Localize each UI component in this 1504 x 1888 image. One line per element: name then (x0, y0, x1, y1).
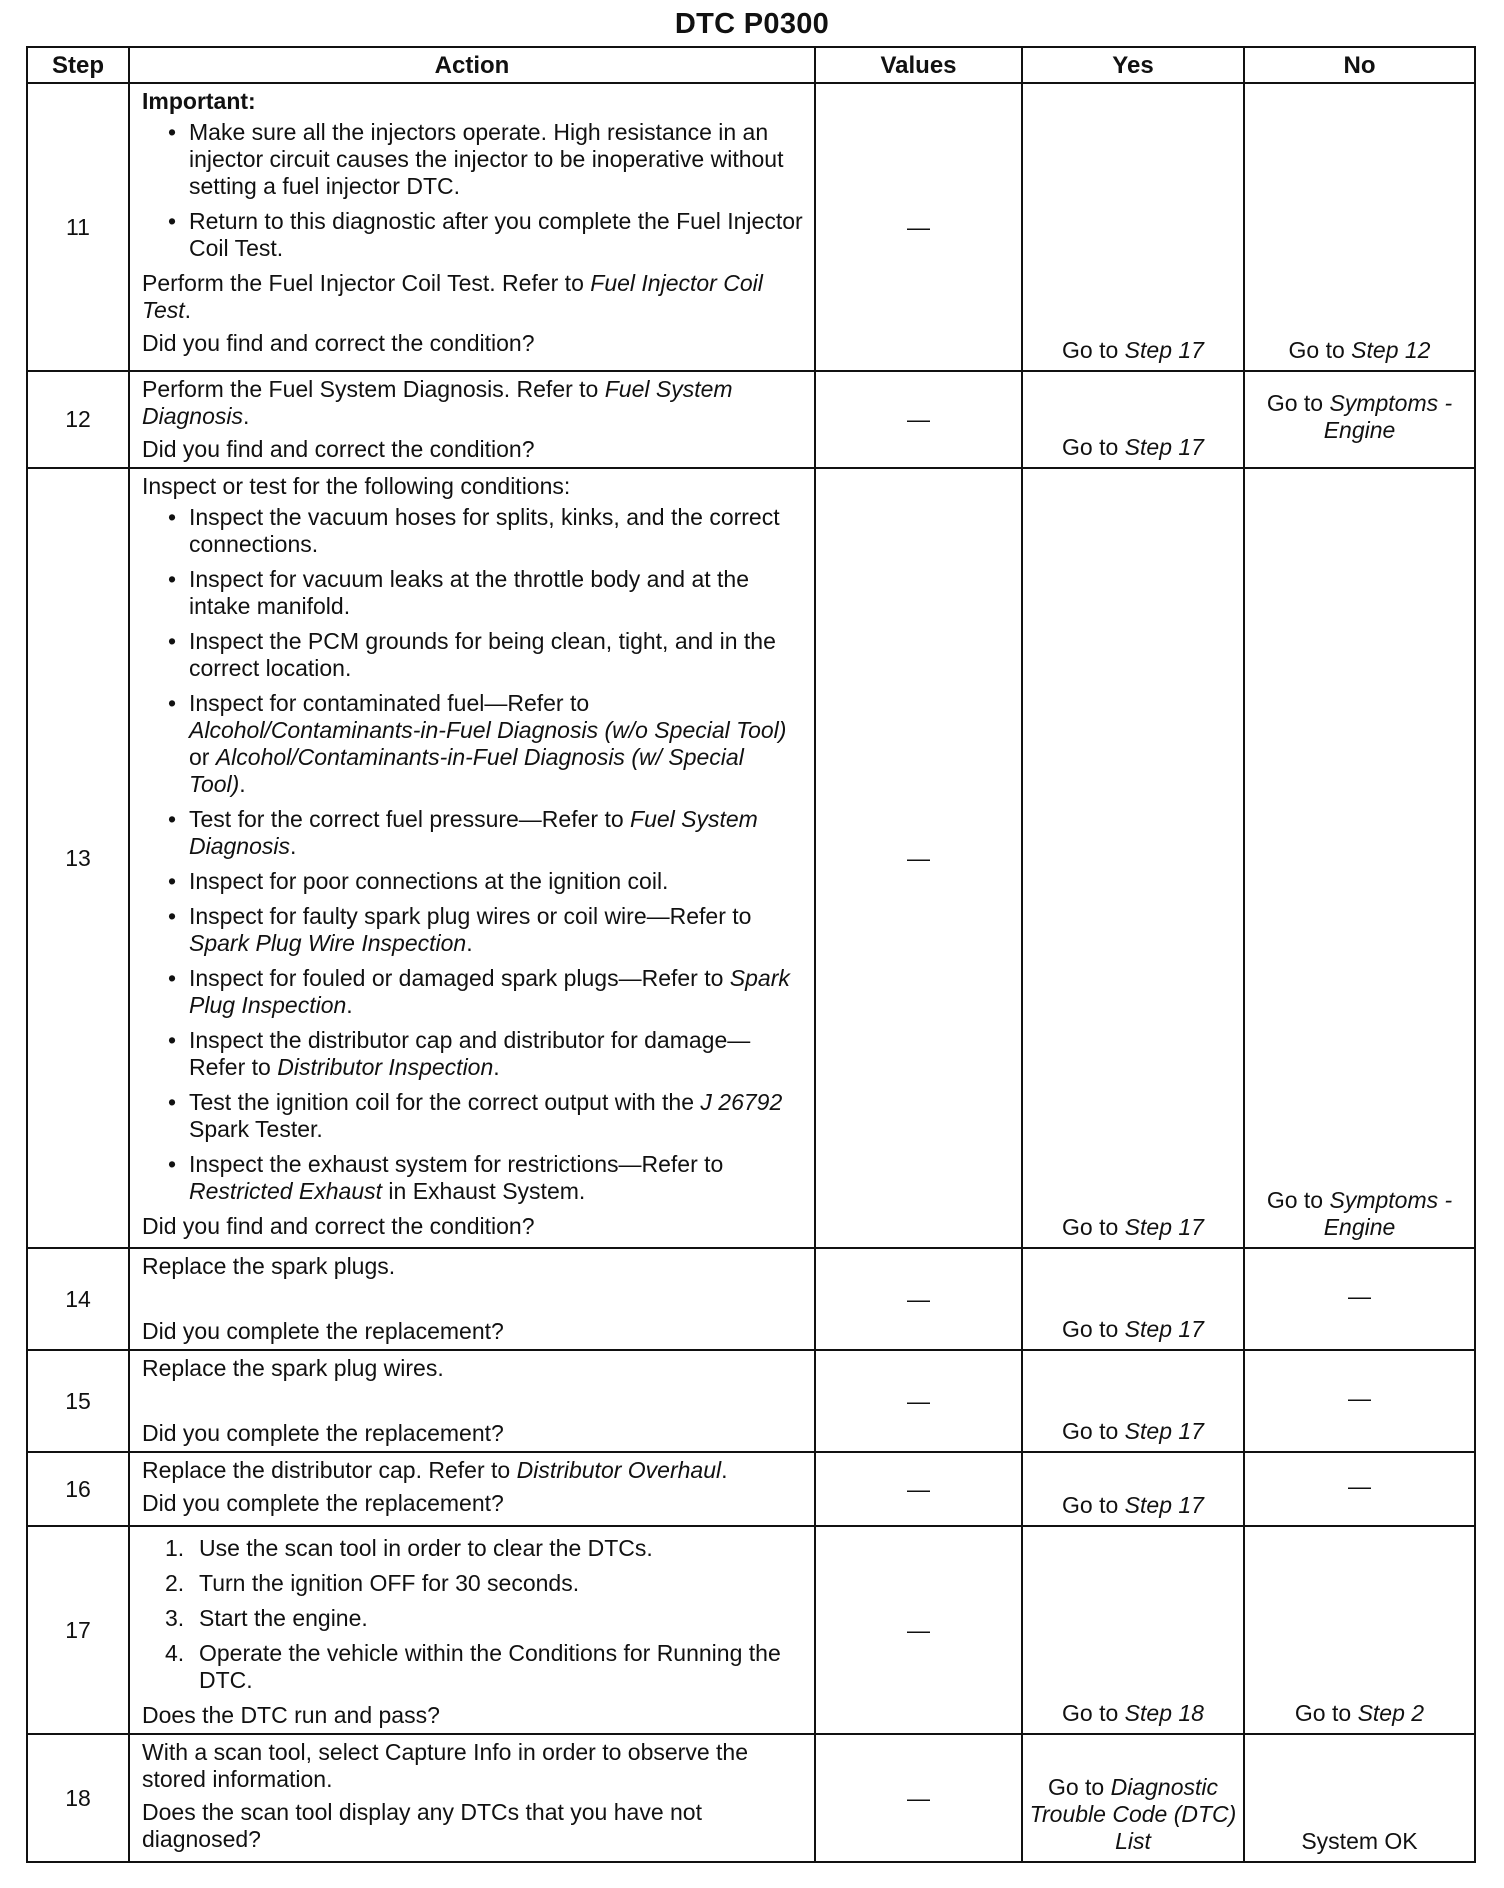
header-no: No (1244, 47, 1475, 83)
step-number: 13 (27, 468, 129, 1248)
action-text: Replace the spark plugs. (142, 1253, 396, 1279)
yes-cell: Go to Step 17 (1022, 1248, 1244, 1350)
question-text: Did you complete the replacement? (142, 1318, 504, 1344)
diagnostic-table (26, 46, 1476, 1863)
step-reference: Diagnostic Trouble Code (DTC) List (1029, 1774, 1237, 1854)
action-cell (129, 1248, 815, 1350)
page-title: DTC P0300 (674, 8, 830, 40)
action-cell (129, 1452, 815, 1526)
step-reference: Step 17 (1124, 1316, 1204, 1342)
step-reference: Step 2 (1357, 1700, 1425, 1726)
list-item: • Inspect for contaminated fuel—Refer to Alcohol/Contaminants-in-Fuel Diagnosis (w/o Special Tool) or Alcohol/Contaminants-in-Fuel Diagnosis (w/ Special Tool). (142, 690, 804, 798)
values-cell: — (815, 1734, 1022, 1862)
reference-link: Fuel Injector Coil Test (142, 270, 763, 323)
yes-cell: Go to Step 17 (1022, 1452, 1244, 1526)
intro-text: Inspect or test for the following conditions: (142, 473, 571, 499)
reference-link: Restricted Exhaust (189, 1178, 383, 1204)
yes-cell: Go to Step 17 (1022, 1350, 1244, 1452)
table-row (27, 1350, 1475, 1452)
action-cell (129, 1734, 815, 1862)
values-cell: — (815, 1526, 1022, 1734)
list-item: 2. Turn the ignition OFF for 30 seconds. (165, 1570, 580, 1596)
table-row (27, 83, 1475, 371)
list-item: 3. Start the engine. (165, 1605, 368, 1631)
important-label: Important: (142, 88, 256, 114)
step-number: 15 (27, 1350, 129, 1452)
table-row (27, 1526, 1475, 1734)
reference-link: Distributor Overhaul (516, 1457, 722, 1483)
reference-link: Fuel System Diagnosis (189, 806, 758, 859)
table-row (27, 1734, 1475, 1862)
list-item: • Test the ignition coil for the correct output with the J 26792 Spark Tester. (142, 1089, 804, 1143)
step-number: 12 (27, 371, 129, 468)
yes-cell: Go to Step 17 (1022, 468, 1244, 1248)
list-item: 1. Use the scan tool in order to clear the DTCs. (165, 1535, 653, 1561)
step-reference: Symptoms - Engine (1323, 389, 1453, 443)
table-row (27, 468, 1475, 1248)
action-cell (129, 371, 815, 468)
no-cell: Go to Symptoms - Engine (1244, 468, 1475, 1248)
header-step: Step (27, 47, 129, 83)
list-item: • Inspect the vacuum hoses for splits, kinks, and the correct connections. (142, 504, 804, 558)
action-text: Perform the Fuel System Diagnosis. Refer to Fuel System Diagnosis. (142, 376, 733, 429)
question-text: Did you complete the replacement? (142, 1490, 504, 1516)
reference-link: Alcohol/Contaminants-in-Fuel Diagnosis (w/o Special Tool) (189, 717, 787, 743)
reference-link: Fuel System Diagnosis (142, 376, 733, 429)
question-text: Did you find and correct the condition? (142, 436, 535, 462)
header-values: Values (815, 47, 1022, 83)
no-cell: Go to Step 12 (1244, 83, 1475, 371)
list-item: • Make sure all the injectors operate. High resistance in an injector circuit causes the injector to be inoperative without setting a fuel injector DTC. (142, 119, 804, 200)
tool-reference: J 26792 (700, 1089, 783, 1115)
yes-cell: Go to Step 17 (1022, 83, 1244, 371)
no-cell: — (1244, 1452, 1475, 1526)
step-reference: Step 17 (1124, 1492, 1204, 1518)
list-item: 4. Operate the vehicle within the Conditions for Running the DTC. (165, 1640, 781, 1693)
list-item: • Inspect for poor connections at the ignition coil. (142, 868, 804, 895)
action-text: With a scan tool, select Capture Info in order to observe the stored information. (142, 1739, 748, 1792)
list-item: • Inspect for fouled or damaged spark plugs—Refer to Spark Plug Inspection. (142, 965, 804, 1019)
question-text: Does the scan tool display any DTCs that you have not diagnosed? (142, 1799, 702, 1852)
action-text: Replace the spark plug wires. (142, 1355, 444, 1381)
values-cell: — (815, 1248, 1022, 1350)
question-text: Did you find and correct the condition? (142, 330, 535, 356)
table-row (27, 371, 1475, 468)
step-number: 16 (27, 1452, 129, 1526)
action-cell (129, 1350, 815, 1452)
action-text: Perform the Fuel Injector Coil Test. Refer to Fuel Injector Coil Test. (142, 270, 763, 323)
step-reference: Step 17 (1124, 434, 1204, 460)
step-reference: Step 18 (1124, 1700, 1204, 1726)
no-cell: — (1244, 1248, 1475, 1350)
step-reference: Step 12 (1351, 337, 1431, 363)
question-text: Did you complete the replacement? (142, 1420, 504, 1446)
values-cell: — (815, 1452, 1022, 1526)
step-number: 17 (27, 1526, 129, 1734)
step-reference: Step 17 (1124, 337, 1204, 363)
yes-cell: Go to Step 17 (1022, 371, 1244, 468)
question-text: Did you find and correct the condition? (142, 1213, 535, 1239)
values-cell: — (815, 83, 1022, 371)
action-text: Replace the distributor cap. Refer to Distributor Overhaul. (142, 1457, 728, 1483)
reference-link: Distributor Inspection (277, 1054, 494, 1080)
list-item: • Inspect the distributor cap and distributor for damage—Refer to Distributor Inspection. (142, 1027, 804, 1081)
step-reference: Step 17 (1124, 1418, 1204, 1444)
no-cell: Go to Symptoms - Engine (1244, 371, 1475, 468)
action-cell (129, 83, 815, 371)
table-row (27, 1248, 1475, 1350)
step-reference: Symptoms - Engine (1323, 1187, 1453, 1240)
step-number: 14 (27, 1248, 129, 1350)
no-cell: — (1244, 1350, 1475, 1452)
table-row (27, 1452, 1475, 1526)
list-item: • Inspect for vacuum leaks at the throttle body and at the intake manifold. (142, 566, 804, 620)
numbered-list (142, 1535, 804, 1694)
bullet-list (142, 504, 804, 1205)
list-item: • Return to this diagnostic after you complete the Fuel Injector Coil Test. (142, 208, 804, 262)
no-cell: System OK (1244, 1734, 1475, 1862)
list-item: • Test for the correct fuel pressure—Refer to Fuel System Diagnosis. (142, 806, 804, 860)
reference-link: Spark Plug Inspection (189, 965, 790, 1018)
reference-link: Spark Plug Wire Inspection (189, 930, 467, 956)
list-item: • Inspect the PCM grounds for being clean, tight, and in the correct location. (142, 628, 804, 682)
values-cell: — (815, 1350, 1022, 1452)
bullet-list (142, 119, 804, 262)
header-action: Action (129, 47, 815, 83)
header-row (27, 47, 1475, 83)
header-yes: Yes (1022, 47, 1244, 83)
step-number: 18 (27, 1734, 129, 1862)
action-cell (129, 1526, 815, 1734)
list-item: • Inspect the exhaust system for restrictions—Refer to Restricted Exhaust in Exhaust System. (142, 1151, 804, 1205)
values-cell: — (815, 371, 1022, 468)
step-reference: Step 17 (1124, 1214, 1204, 1240)
step-number: 11 (27, 83, 129, 371)
reference-link: Alcohol/Contaminants-in-Fuel Diagnosis (w/ Special Tool) (189, 744, 744, 797)
no-cell: Go to Step 2 (1244, 1526, 1475, 1734)
list-item: • Inspect for faulty spark plug wires or coil wire—Refer to Spark Plug Wire Inspection. (142, 903, 804, 957)
action-cell (129, 468, 815, 1248)
yes-cell: Go to Step 18 (1022, 1526, 1244, 1734)
question-text: Does the DTC run and pass? (142, 1702, 440, 1728)
values-cell: — (815, 468, 1022, 1248)
yes-cell: Go to Diagnostic Trouble Code (DTC) List (1022, 1734, 1244, 1862)
